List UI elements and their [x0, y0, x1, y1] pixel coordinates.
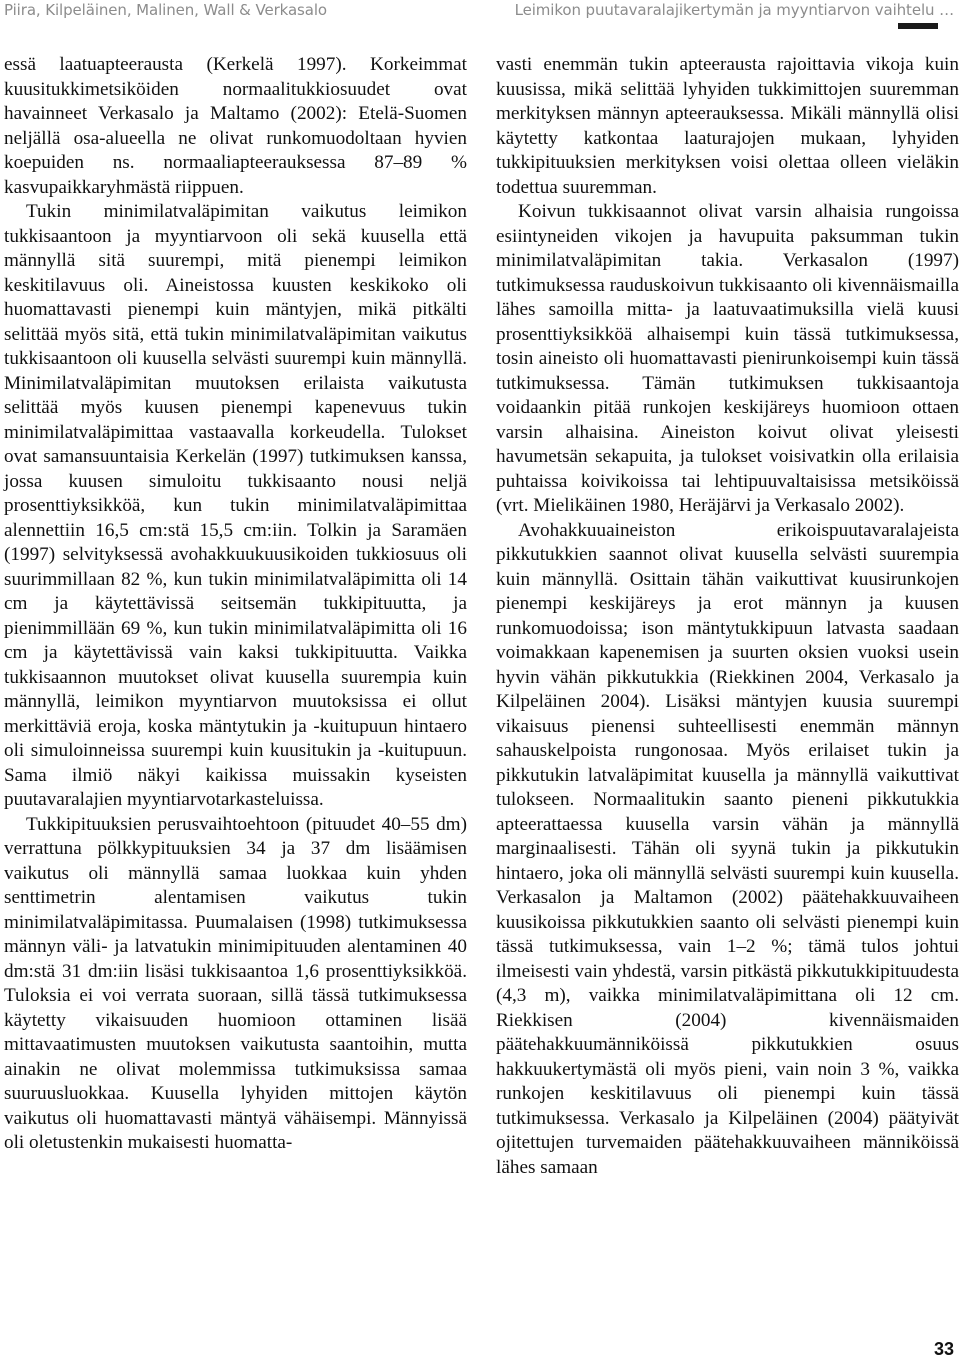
page-number: 33: [933, 1339, 954, 1359]
right-column: [496, 53, 959, 1180]
left-paragraph-3: Tukkipituuksien perusvaihtoehtoon (pituudet 40–55 dm) verrattuna pölkkypituuksien 34 ja 37 dm lisäämisen vaikutus oli männyllä samaa luokkaa kuin yhden senttimetrin alentamisen vaikutus tukin minimilatvaläpimitassa. Puumalaisen (1998) tutkimuksessa männyn väli- ja latvatukin minimipituuden alentaminen 40 dm:stä 31 dm:iin lisäsi tukkisaantoa 1,6 prosenttiyksikköä. Tuloksia ei voi verrata suoraan, sillä tässä tutkimuksessa käytetty vikaisuuden huomioon ottaminen lisää mittavaatimusten muutoksen vaikutusta saantoihin, mutta ainakin ne olivat molemmissa tutkimuksissa samaa suuruusluokkaa. Kuusella lyhyiden mittojen käytön vaikutus oli huomattavasti mäntyä vähäisempi. Männyissä oli oletustenkin mukaisesti huomatta-: [4, 813, 467, 1153]
right-paragraph-3: Avohakkuuaineiston erikoispuutavaralajeista pikkutukkien saannot olivat kuusella selvästi suurempia kuin männyllä. Osittain tähän vaikuttivat kuusirunkojen pienempi keskijäreys ja erot männyn ja kuusen runkomuodoissa; ison mäntytukkipuun latvasta saadaan voimakkaan kapenemisen ja suurten oksien vuoksi usein hyvin vähän pikkutukkia (Riekkinen 2004, Verkasalo ja Kilpeläinen 2004). Lisäksi mäntyjen kuusia suurempi vikaisuus pienensi suhteellisesti enemmän männyn sahauskelpoista rungonosaa. Myös erilaiset tukin ja pikkutukin latvaläpimitat kuusella ja männyllä vaikuttivat tulokseen. Normaalitukin saanto pieneni pikkutukkia apteerattaessa kuusella varsin vähän ja männyllä marginaalisesti. Tähän oli syynä tukin ja pikkutukin hintaero, joka oli männyllä selvästi suurempi kuin kuusella. Verkasalon ja Maltamon (2002) päätehakkuuvaiheen kuusikoissa pikkutukkien saanto oli selvästi pienempi kuin tässä tutkimuksessa, vain 1–2 %; tämä tulos johtui ilmeisesti vain yhdestä, varsin pitkästä pikkutukkipituudesta (4,3 m), vaikka minimilatvaläpimittana oli 12 cm. Riekkisen (2004) kivennäismaiden päätehakkuumänniköissä pikkutukkien osuus hakkuukertymästä oli myös pieni, vain noin 3 %, vaikka runkojen keskitilavuus oli pienempi kuin tässä tutkimuksessa. Verkasalo ja Kilpeläinen (2004) päätyivät ojitettujen turvemaiden päätehakkuuvaiheen männiköissä lähes samaan: [496, 519, 959, 1178]
header-authors: Piira, Kilpeläinen, Malinen, Wall & Verkasalo: [4, 1, 328, 19]
running-header: [4, 0, 954, 22]
right-paragraph-1: vasti enemmän tukin apteerausta rajoittavia vikoja kuin kuusissa, mikä selittää lyhyiden tukkimittojen suuremman merkityksen männyn apteerauksessa. Mikäli männyllä olisi käytetty katkontaa laaturajojen mukaan, lyhyiden tukkipituuksien merkityksen voisi olettaa olleen vieläkin todettua suuremman.: [496, 54, 959, 198]
left-paragraph-1: essä laatuapteerausta (Kerkelä 1997). Korkeimmat kuusitukkimetsiköiden normaalitukkiosuudet ovat havainneet Verkasalo ja Maltamo (2002): Etelä-Suomen neljällä osa-alueella ne olivat runkomuodoltaan hyvien koepuiden ns. normaaliapteerauksessa 87–89 % kasvupaikkaryhmästä riippuen.: [4, 54, 467, 198]
header-rule: [898, 23, 938, 29]
header-title: Leimikon puutavaralajikertymän ja myyntiarvon vaihtelu …: [514, 1, 954, 19]
left-column: [4, 53, 467, 1156]
right-paragraph-2: Koivun tukkisaannot olivat varsin alhaisia rungoissa esiintyneiden vikojen ja havupuita paksumman tukin minimilatvaläpimitan takia. Verkasalon (1997) tutkimuksessa rauduskoivun tukkisaanto oli kivennäismailla lähes samoilla mitta- ja laatuvaatimuksilla vielä kuusi prosenttiyksikköä alhaisempi kuin tässä tutkimuksessa, tosin aineisto oli huomattavasti pienirunkoisempi kuin tässä tutkimuksessa. Tämän tutkimuksen tukkisaantoja voidaankin pitää runkojen keskijäreys huomioon ottaen varsin alhaisina. Aineiston koivut olivat yleisesti havumetsän sekapuita, ja tulokset voisivatkin olla erilaisia puhtaissa koivikoissa tai lehtipuuvaltaisissa metsiköissä (vrt. Mielikäinen 1980, Heräjärvi ja Verkasalo 2002).: [496, 201, 959, 516]
left-paragraph-2: Tukin minimilatvaläpimitan vaikutus leimikon tukkisaantoon ja myyntiarvoon oli sekä kuusella että männyllä sitä suurempi, mitä pienempi leimikon keskitilavuus oli. Aineistossa kuusten keskikoko oli huomattavasti pienempi kuin mäntyjen, mikä pitkälti selittää myös sitä, että tukin minimilatvaläpimitan vaikutus tukkisaantoon oli kuusella selvästi suurempi kuin männyllä. Minimilatvaläpimitan muutoksen erilaista vaikutusta selittää myös kuusen pienempi kapenevuus tukin minimilatvaläpimittaa vastaavalla korkeudella. Tulokset ovat samansuuntaisia Kerkelän (1997) tutkimuksen kanssa, jossa kuusen simuloitu tukkisaanto nousi neljä prosenttiyksikköä, kun tukin minimilatvaläpimittaa alennettiin 16,5 cm:stä 15,5 cm:iin. Tolkin ja Saramäen (1997) selvityksessä avohakkuukuusikoiden tukkiosuus oli suurimmillaan 82 %, kun tukin minimilatvaläpimitta oli 14 cm ja käytettävissä seitsemän tukkipituutta, ja pienimmillään 69 %, kun tukin minimilatvaläpimitta oli 16 cm ja käytettävissä vain kaksi tukkipituutta. Vaikka tukkisaannon muutokset olivat kuusella suurempia kuin männyllä, leimikon myyntiarvon muutoksissa ei ollut merkittäviä eroja, koska mäntytukin ja -kuitupuun hintaero oli simuloinneissa suurempi kuin kuusitukin ja -kuitupuun. Sama ilmiö näkyi kaikissa muissakin kyseisten puutavaralajien myyntiarvotarkasteluissa.: [4, 201, 467, 810]
